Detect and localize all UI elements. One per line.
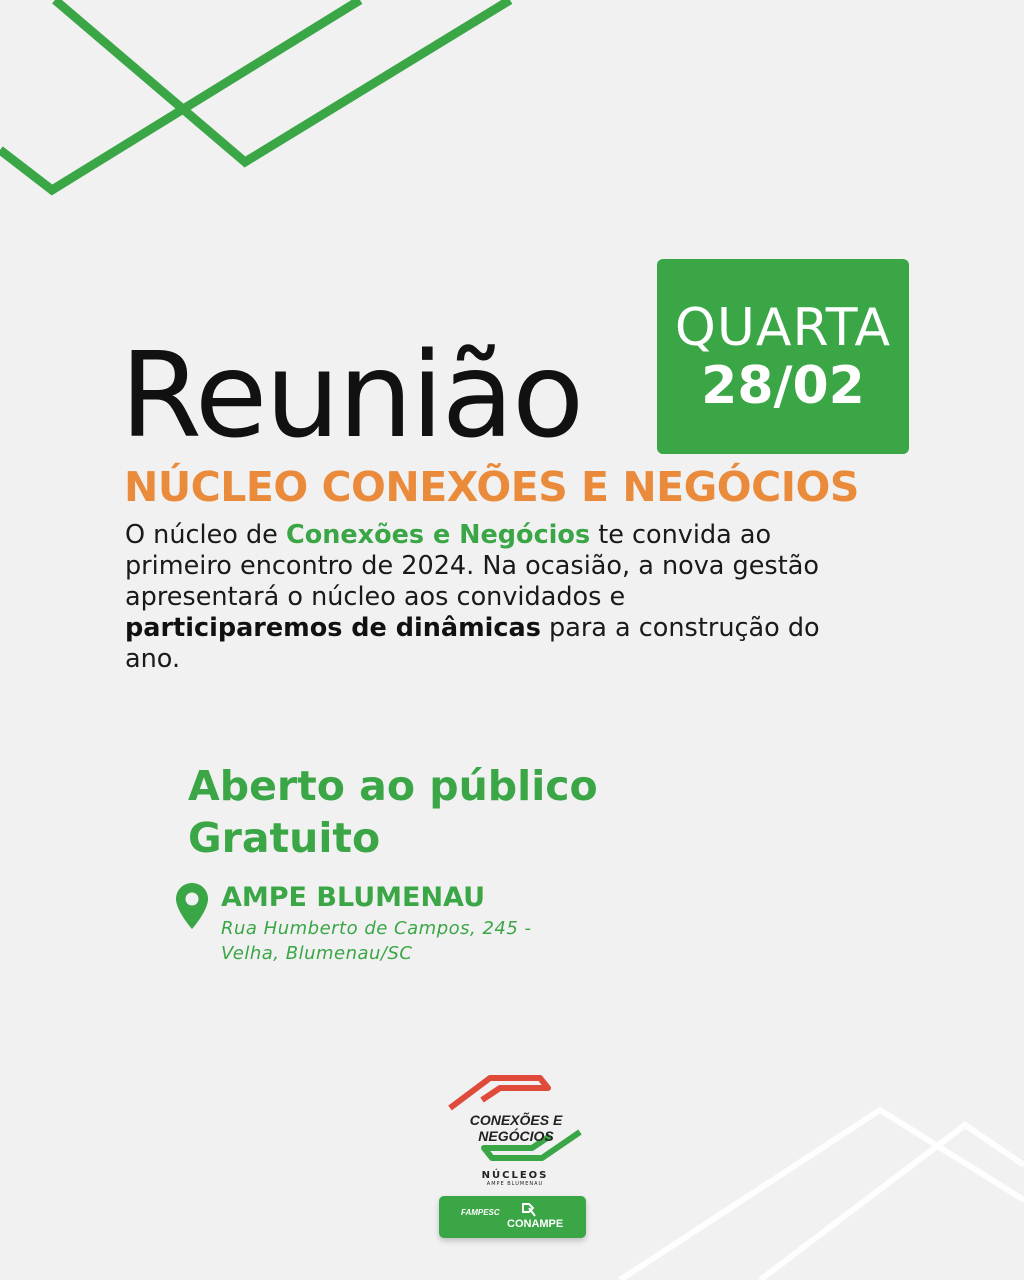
invitation-part2: te convida ao primeiro encontro de 2024. Na ocasião, a nova gestão apresentará o núcleo aos convidados e <box>125 520 819 612</box>
invitation-part1: O núcleo de <box>125 520 286 550</box>
logo-wordmark: CONEXÕES E NEGÓCIOS <box>469 1112 563 1144</box>
address-line2: Velha, Blumenau/SC <box>221 943 413 964</box>
logo-tag: NÚCLEOS <box>481 1170 549 1181</box>
invitation-part3: para a construção do ano. <box>125 613 820 674</box>
partner-logos-badge <box>439 1196 586 1238</box>
logo-tag-sub: AMPE BLUMENAU <box>486 1181 544 1187</box>
venue-name: AMPE BLUMENAU <box>221 882 486 913</box>
page-title: Reunião <box>120 326 583 464</box>
invitation-highlight-bold: participaremos de dinâmicas <box>125 613 541 643</box>
open-public-info <box>188 760 598 864</box>
partner-conampe: CONAMPE <box>507 1218 564 1230</box>
address-line1: Rua Humberto de Campos, 245 - <box>221 918 532 939</box>
date-value: 28/02 <box>701 355 865 416</box>
partner-fampesc: FAMPESC <box>461 1208 500 1217</box>
venue-address <box>221 916 581 966</box>
invitation-highlight-green: Conexões e Negócios <box>285 520 591 550</box>
date-day: QUARTA <box>674 297 892 358</box>
date-badge <box>657 259 909 454</box>
conampe-icon <box>519 1202 539 1218</box>
open-public-line1: Aberto ao público <box>188 762 598 810</box>
location-pin-icon <box>176 883 208 929</box>
page-subtitle: NÚCLEO CONEXÕES E NEGÓCIOS <box>124 463 859 511</box>
open-public-line2: Gratuito <box>188 814 381 862</box>
invitation-text <box>125 520 825 675</box>
